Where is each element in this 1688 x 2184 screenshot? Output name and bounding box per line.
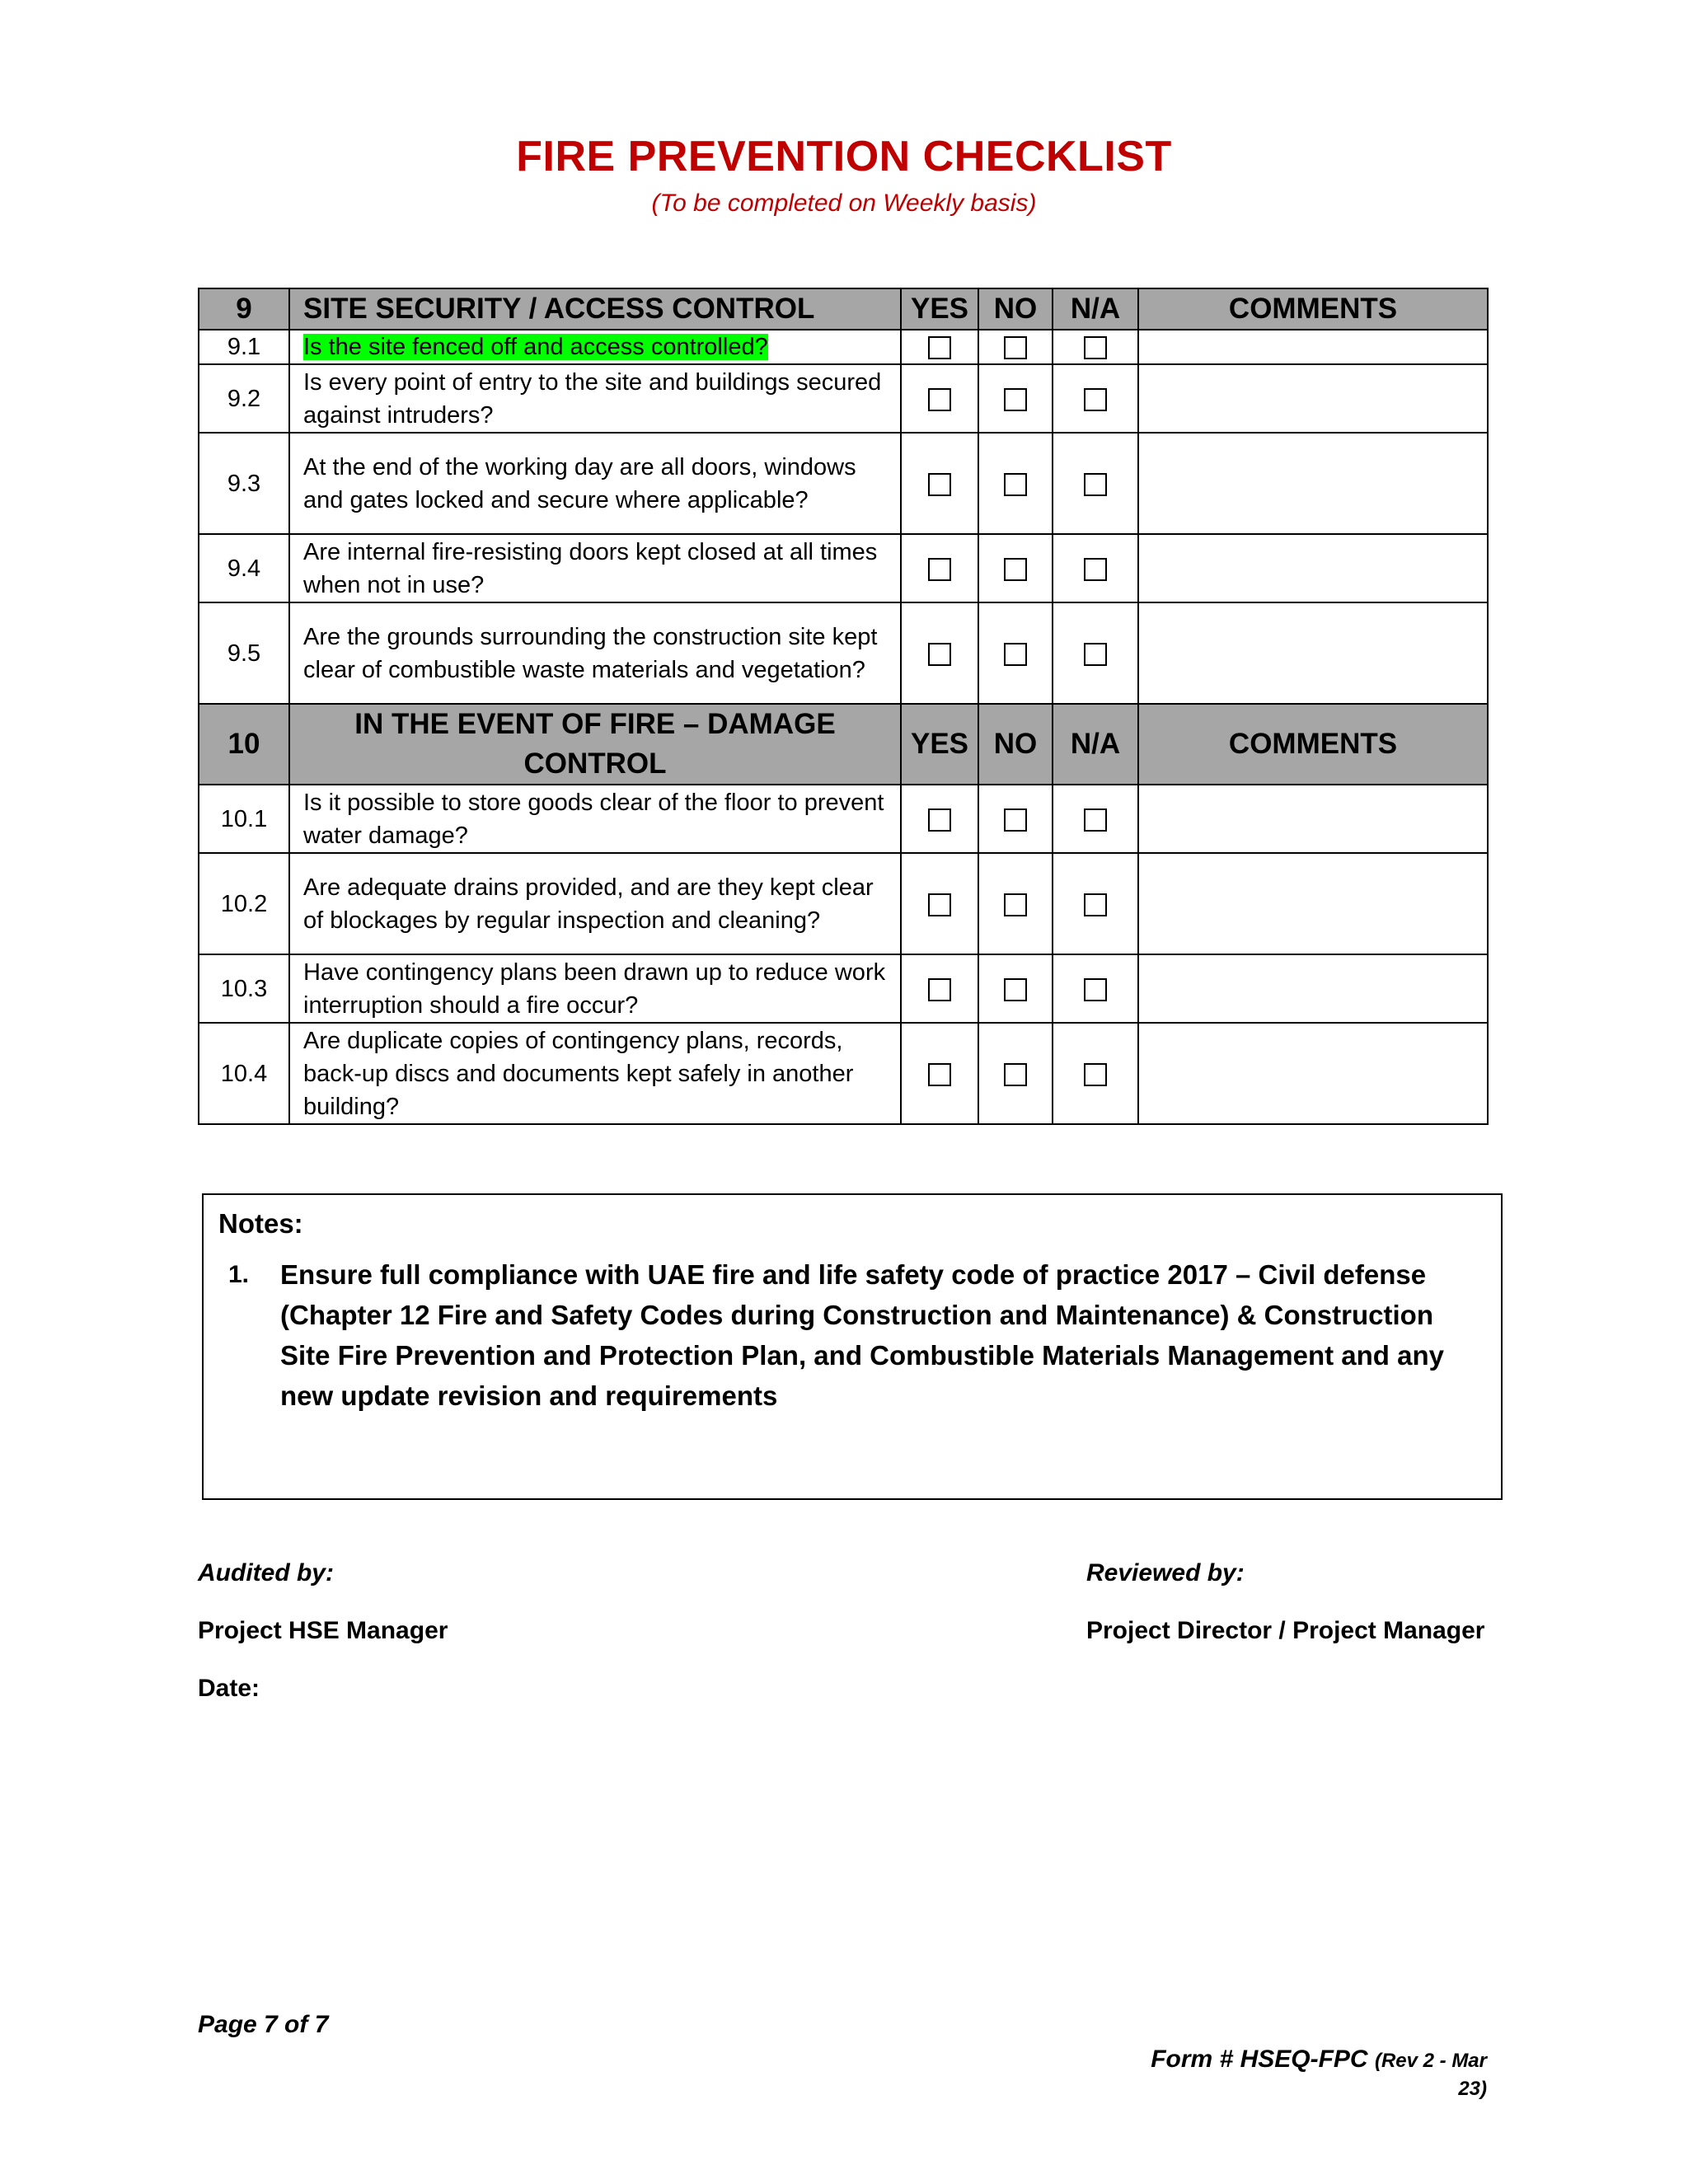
- item-question: [289, 330, 901, 364]
- yes-cell[interactable]: [901, 433, 978, 534]
- item-question: Are the grounds surrounding the construction site kept clear of combustible waste materials and vegetation?: [289, 602, 901, 704]
- column-na-header: N/A: [1053, 704, 1138, 785]
- column-no-header: NO: [978, 288, 1053, 330]
- na-cell[interactable]: [1053, 364, 1138, 433]
- na-cell[interactable]: [1053, 954, 1138, 1023]
- table-row: [199, 330, 1488, 364]
- column-comments-header: COMMENTS: [1138, 288, 1488, 330]
- yes-cell[interactable]: [901, 785, 978, 853]
- yes-checkbox[interactable]: [928, 473, 951, 496]
- yes-cell[interactable]: [901, 853, 978, 954]
- yes-checkbox[interactable]: [928, 1063, 951, 1086]
- table-row: [199, 433, 1488, 534]
- table-row: [199, 853, 1488, 954]
- audited-by-label: Audited by:: [198, 1559, 334, 1586]
- item-question: Are internal fire-resisting doors kept closed at all times when not in use?: [289, 534, 901, 602]
- na-cell[interactable]: [1053, 433, 1138, 534]
- item-question: Is it possible to store goods clear of the floor to prevent water damage?: [289, 785, 901, 853]
- column-yes-header: YES: [901, 704, 978, 785]
- no-checkbox[interactable]: [1004, 808, 1027, 832]
- reviewed-by-role: Project Director / Project Manager: [1086, 1617, 1485, 1644]
- comments-cell[interactable]: [1138, 785, 1488, 853]
- table-row: [199, 534, 1488, 602]
- no-checkbox[interactable]: [1004, 643, 1027, 666]
- yes-cell[interactable]: [901, 1023, 978, 1124]
- column-na-header: N/A: [1053, 288, 1138, 330]
- na-cell[interactable]: [1053, 853, 1138, 954]
- item-number: 9.2: [199, 364, 289, 433]
- reviewed-by-label: Reviewed by:: [1086, 1559, 1245, 1586]
- comments-cell[interactable]: [1138, 853, 1488, 954]
- yes-cell[interactable]: [901, 364, 978, 433]
- comments-cell[interactable]: [1138, 1023, 1488, 1124]
- item-number: 9.4: [199, 534, 289, 602]
- page-number: Page 7 of 7: [198, 2011, 329, 2038]
- notes-box: [202, 1193, 1503, 1500]
- comments-cell[interactable]: [1138, 433, 1488, 534]
- yes-checkbox[interactable]: [928, 558, 951, 581]
- no-checkbox[interactable]: [1004, 558, 1027, 581]
- no-cell[interactable]: [978, 785, 1053, 853]
- no-cell[interactable]: [978, 534, 1053, 602]
- section-number: 9: [199, 288, 289, 330]
- no-checkbox[interactable]: [1004, 336, 1027, 359]
- item-question: Is every point of entry to the site and buildings secured against intruders?: [289, 364, 901, 433]
- no-cell[interactable]: [978, 1023, 1053, 1124]
- na-checkbox[interactable]: [1084, 336, 1107, 359]
- comments-cell[interactable]: [1138, 534, 1488, 602]
- notes-label: Notes:: [218, 1208, 303, 1239]
- form-number: Form # HSEQ-FPC: [1151, 2046, 1368, 2073]
- yes-cell[interactable]: [901, 534, 978, 602]
- no-cell[interactable]: [978, 330, 1053, 364]
- column-yes-header: YES: [901, 288, 978, 330]
- yes-cell[interactable]: [901, 954, 978, 1023]
- item-number: 10.2: [199, 853, 289, 954]
- na-checkbox[interactable]: [1084, 978, 1107, 1001]
- na-checkbox[interactable]: [1084, 473, 1107, 496]
- table-row: [199, 954, 1488, 1023]
- item-number: 10.1: [199, 785, 289, 853]
- yes-cell[interactable]: [901, 330, 978, 364]
- no-cell[interactable]: [978, 364, 1053, 433]
- table-row: [199, 364, 1488, 433]
- yes-checkbox[interactable]: [928, 808, 951, 832]
- na-checkbox[interactable]: [1084, 1063, 1107, 1086]
- page-subtitle: (To be completed on Weekly basis): [651, 190, 1037, 217]
- item-number: 9.3: [199, 433, 289, 534]
- yes-checkbox[interactable]: [928, 388, 951, 411]
- na-cell[interactable]: [1053, 1023, 1138, 1124]
- item-question: Have contingency plans been drawn up to reduce work interruption should a fire occur?: [289, 954, 901, 1023]
- no-checkbox[interactable]: [1004, 978, 1027, 1001]
- no-checkbox[interactable]: [1004, 473, 1027, 496]
- na-checkbox[interactable]: [1084, 808, 1107, 832]
- no-checkbox[interactable]: [1004, 1063, 1027, 1086]
- na-cell[interactable]: [1053, 330, 1138, 364]
- item-number: 9.1: [199, 330, 289, 364]
- no-cell[interactable]: [978, 433, 1053, 534]
- page-title: FIRE PREVENTION CHECKLIST: [516, 133, 1172, 180]
- na-checkbox[interactable]: [1084, 388, 1107, 411]
- note-text: Ensure full compliance with UAE fire and life safety code of practice 2017 – Civil defense (Chapter 12 Fire and Safety Codes during Construction and Maintenance) & Construction Site Fire Prevention and Protection Plan, and Combustible Materials Management and any new update revision and requirements: [280, 1259, 1444, 1411]
- na-cell[interactable]: [1053, 602, 1138, 704]
- section-title: IN THE EVENT OF FIRE – DAMAGE CONTROL: [289, 704, 901, 785]
- na-cell[interactable]: [1053, 785, 1138, 853]
- column-no-header: NO: [978, 704, 1053, 785]
- form-revision: (Rev 2 - Mar 23): [1374, 2050, 1487, 2100]
- section-header-9: [199, 288, 1488, 330]
- item-question: At the end of the working day are all doors, windows and gates locked and secure where applicable?: [289, 433, 901, 534]
- item-number: 10.3: [199, 954, 289, 1023]
- na-checkbox[interactable]: [1084, 643, 1107, 666]
- yes-checkbox[interactable]: [928, 978, 951, 1001]
- na-checkbox[interactable]: [1084, 893, 1107, 916]
- checklist-table: [198, 288, 1489, 1125]
- yes-checkbox[interactable]: [928, 643, 951, 666]
- na-checkbox[interactable]: [1084, 558, 1107, 581]
- section-title: SITE SECURITY / ACCESS CONTROL: [289, 288, 901, 330]
- section-header-10: [199, 704, 1488, 785]
- note-number: 1.: [228, 1261, 250, 1288]
- section-number: 10: [199, 704, 289, 785]
- no-cell[interactable]: [978, 954, 1053, 1023]
- comments-cell[interactable]: [1138, 602, 1488, 704]
- no-cell[interactable]: [978, 602, 1053, 704]
- comments-cell[interactable]: [1138, 364, 1488, 433]
- column-comments-header: COMMENTS: [1138, 704, 1488, 785]
- item-number: 9.5: [199, 602, 289, 704]
- table-row: [199, 1023, 1488, 1124]
- highlighted-question-text: Is the site fenced off and access controlled?: [303, 334, 768, 360]
- no-cell[interactable]: [978, 853, 1053, 954]
- table-row: [199, 785, 1488, 853]
- yes-checkbox[interactable]: [928, 336, 951, 359]
- no-checkbox[interactable]: [1004, 388, 1027, 411]
- form-reference: [1137, 2046, 1487, 2102]
- yes-checkbox[interactable]: [928, 893, 951, 916]
- item-question: Are duplicate copies of contingency plans, records, back-up discs and documents kept safely in another building?: [289, 1023, 901, 1124]
- item-question: Are adequate drains provided, and are they kept clear of blockages by regular inspection and cleaning?: [289, 853, 901, 954]
- comments-cell[interactable]: [1138, 330, 1488, 364]
- table-row: [199, 602, 1488, 704]
- item-number: 10.4: [199, 1023, 289, 1124]
- audited-by-role: Project HSE Manager: [198, 1617, 448, 1644]
- na-cell[interactable]: [1053, 534, 1138, 602]
- comments-cell[interactable]: [1138, 954, 1488, 1023]
- yes-cell[interactable]: [901, 602, 978, 704]
- no-checkbox[interactable]: [1004, 893, 1027, 916]
- date-label: Date:: [198, 1675, 260, 1702]
